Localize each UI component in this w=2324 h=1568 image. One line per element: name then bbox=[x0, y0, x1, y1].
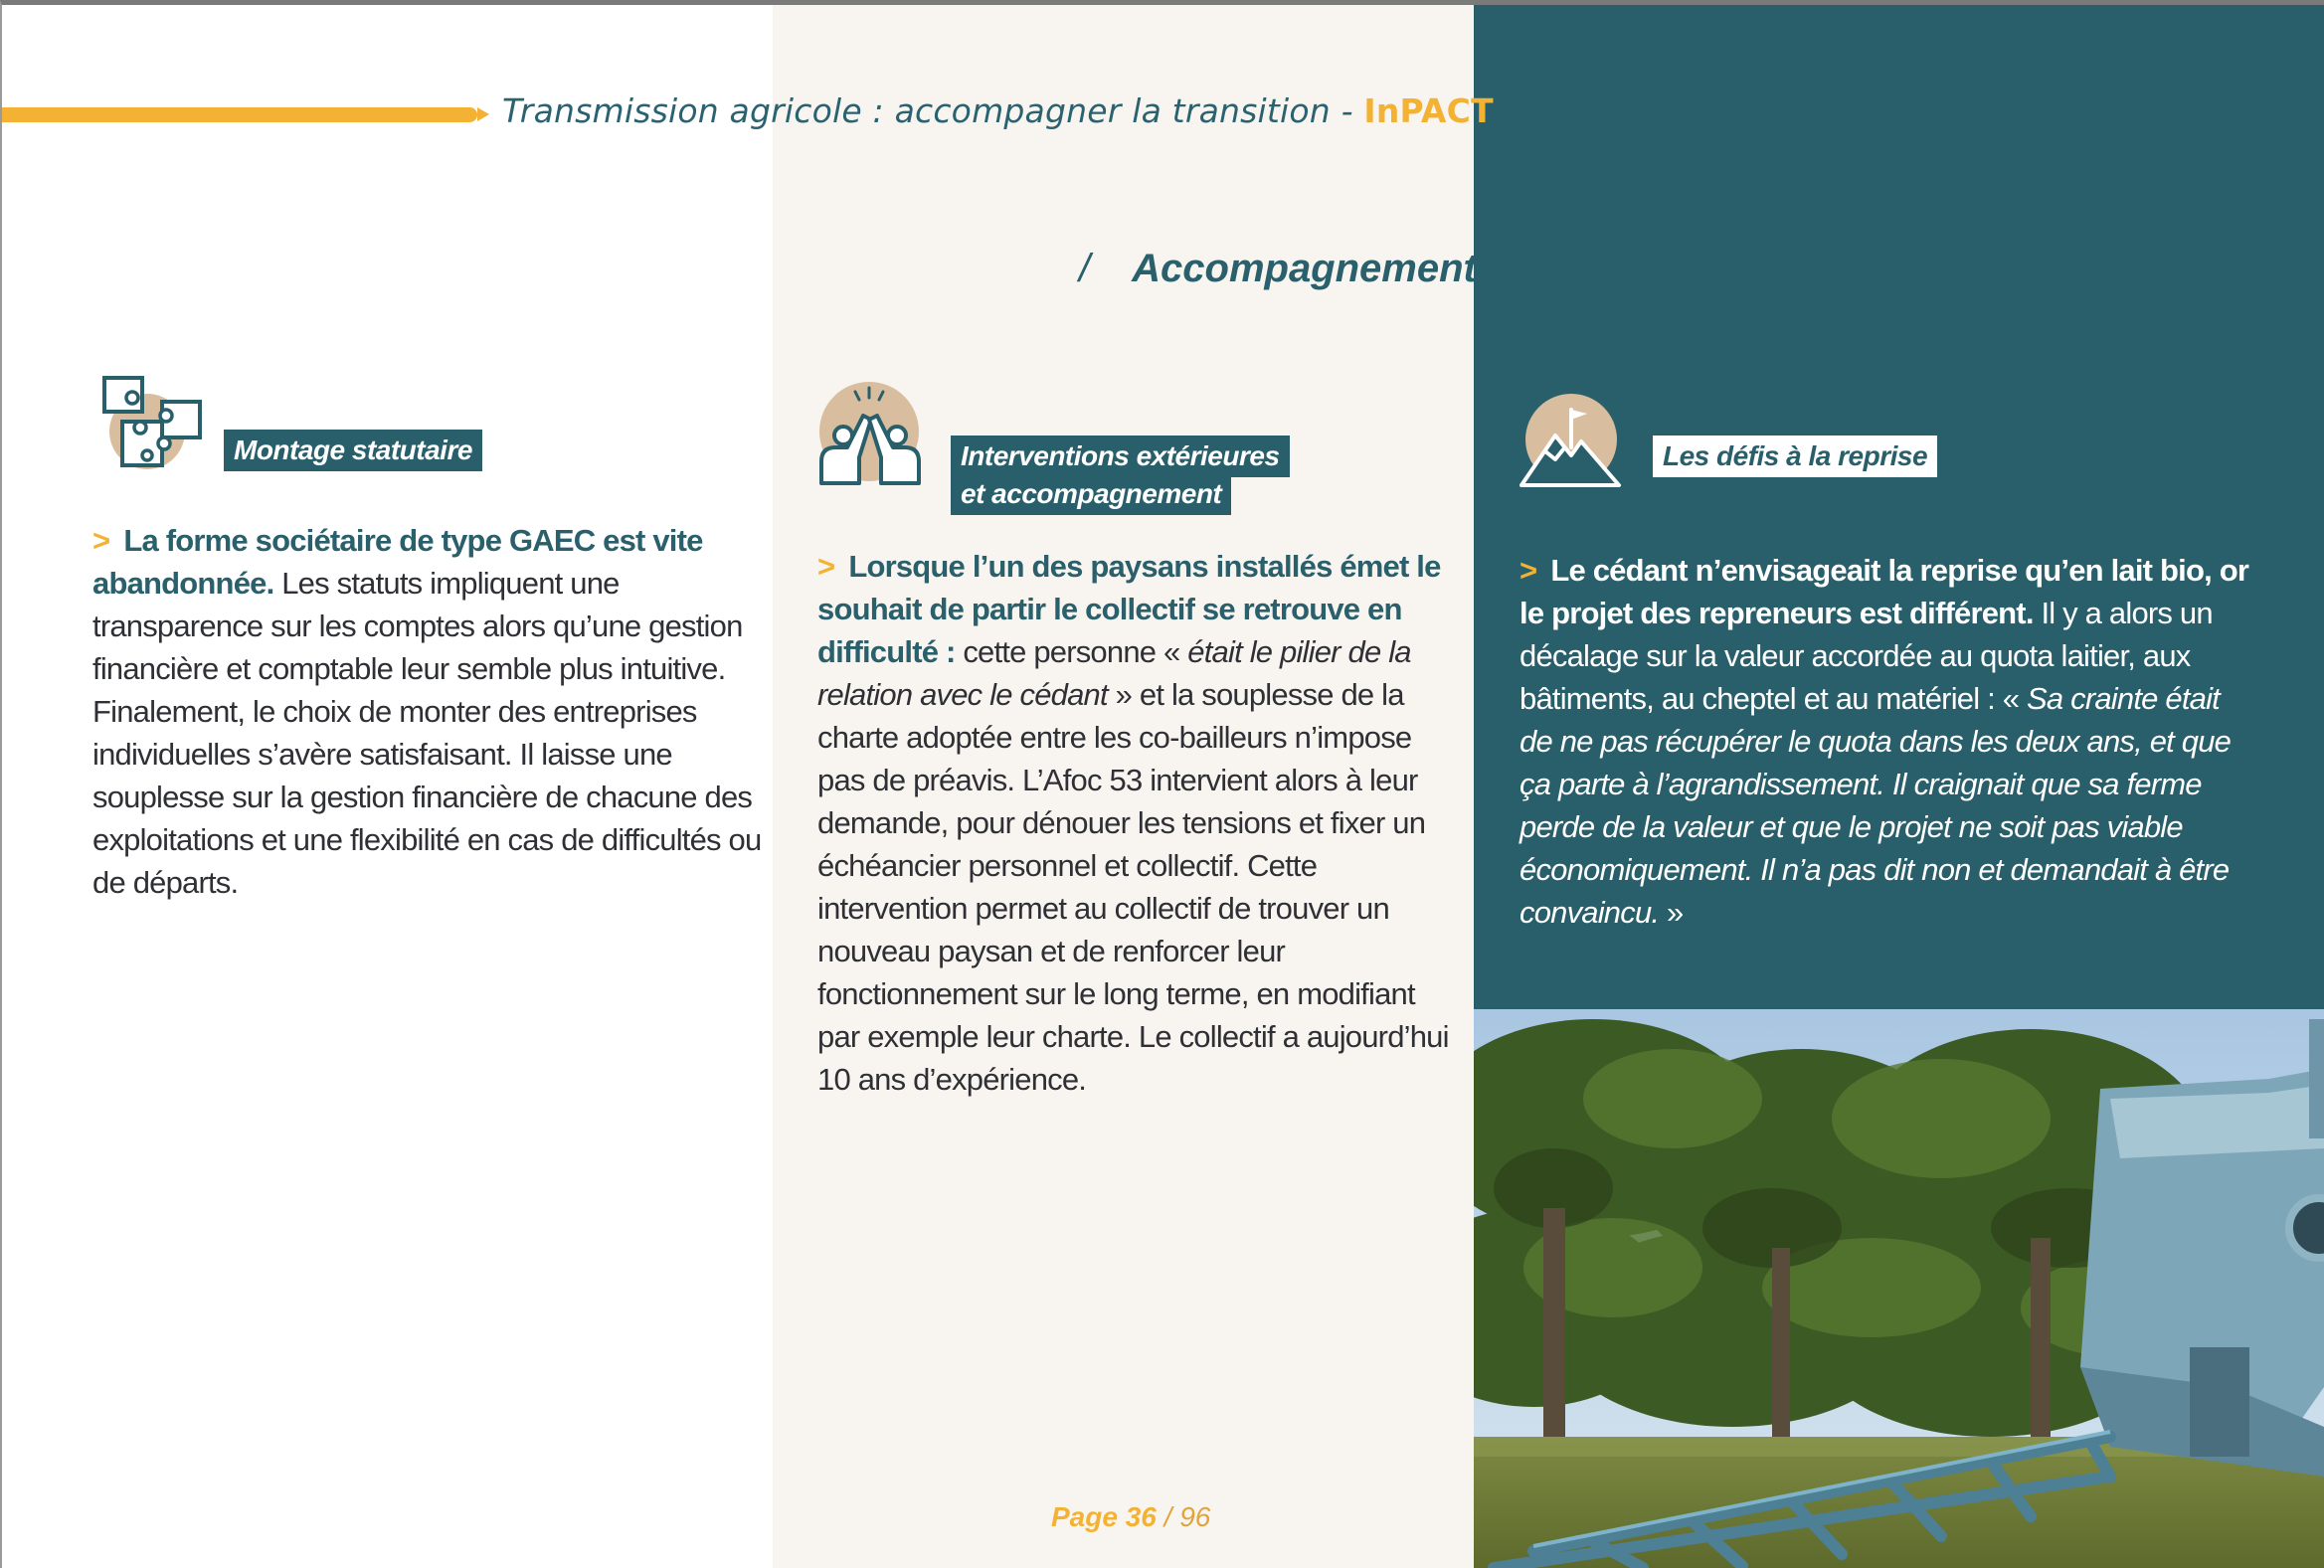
header-accent-bar bbox=[0, 107, 477, 122]
page-number bbox=[1051, 1501, 1210, 1533]
column-body-text bbox=[817, 545, 1454, 1101]
chevron-right-icon: > bbox=[92, 523, 110, 558]
section-slash: / bbox=[1079, 247, 1091, 290]
document-title bbox=[502, 91, 1494, 141]
column-header bbox=[1520, 390, 2255, 549]
section-title-text: Accompagnement bbox=[1132, 247, 1477, 290]
tag-montage-statutaire: Montage statutaire bbox=[224, 430, 482, 471]
lead-sentence: La forme sociétaire de type GAEC est vite abandonnée. bbox=[92, 523, 703, 601]
column-body-text bbox=[1520, 549, 2255, 934]
column-montage-statutaire bbox=[92, 370, 769, 904]
body-paragraph-part1: Il y a alors un décalage sur la valeur accordée au quota laitier, aux bâtiments, au cheptel et au matériel : « bbox=[1520, 596, 2213, 716]
quote-text: était le pilier de la relation avec le cédant bbox=[817, 634, 1411, 712]
document-title-text: Transmission agricole : accompagner la transition - bbox=[502, 91, 1364, 130]
page-total: / 96 bbox=[1156, 1501, 1211, 1532]
mountain-flag-icon bbox=[1520, 390, 1629, 499]
body-paragraph-part2: » bbox=[1659, 895, 1684, 930]
puzzle-pieces-icon bbox=[92, 370, 202, 479]
column-defis-reprise bbox=[1520, 390, 2255, 934]
lead-sentence: Lorsque l’un des paysans installés émet le souhait de partir le collectif se retrouve en difficulté : bbox=[817, 549, 1441, 669]
body-paragraph-part2: » et la souplesse de la charte adoptée entre les co-bailleurs n’impose pas de préavis. L’Afoc 53 intervient alors à leur demande, pour dénouer les tensions et fixer un échéancier personnel et collectif. Cette intervention permet au collectif de trouver un nouveau paysan et de renforcer leur fonctionnement sur le long terme, en modifiant par exemple leur charte. Le collectif a aujourd’hui 10 ans d’expérience. bbox=[817, 677, 1449, 1097]
tag-defis-reprise: Les défis à la reprise bbox=[1653, 436, 1937, 477]
quote-text: Sa crainte était de ne pas récupérer le quota dans les deux ans, et que ça parte à l’agrandissement. Il craignait que sa ferme perde de la valeur et que le projet ne soit pas viable économiquement. Il n’a pas dit non et demandait à être convaincu. bbox=[1520, 681, 2232, 930]
column-body-text bbox=[92, 519, 769, 904]
body-paragraph-part1: cette personne « bbox=[955, 634, 1188, 669]
high-five-icon bbox=[817, 380, 927, 489]
tag-interventions-line2: et accompagnement bbox=[951, 473, 1231, 515]
column-interventions bbox=[817, 380, 1454, 1101]
lead-sentence: Le cédant n’envisageait la reprise qu’en lait bio, or le projet des repreneurs est différent. bbox=[1520, 553, 2249, 630]
tag-interventions-line1: Interventions extérieures bbox=[951, 436, 1290, 477]
column-header bbox=[817, 380, 1454, 545]
chevron-right-icon: > bbox=[1520, 553, 1537, 588]
chevron-right-icon: > bbox=[817, 549, 835, 584]
column-header bbox=[92, 370, 769, 519]
body-paragraph: Les statuts impliquent une transparence sur les comptes alors qu’une gestion financière et comptable leur semble plus intuitive. Finalement, le choix de monter des entreprises individuelles s’avère satisfaisant. Il laisse une souplesse sur la gestion financière de chacune des exploitations et une flexibilité en cas de difficultés ou de départs. bbox=[92, 566, 762, 900]
page-current: Page 36 bbox=[1051, 1501, 1157, 1532]
section-title bbox=[1079, 247, 1477, 291]
brand-name: InPACT bbox=[1363, 91, 1494, 130]
farm-machinery-photo bbox=[1474, 1009, 2324, 1568]
